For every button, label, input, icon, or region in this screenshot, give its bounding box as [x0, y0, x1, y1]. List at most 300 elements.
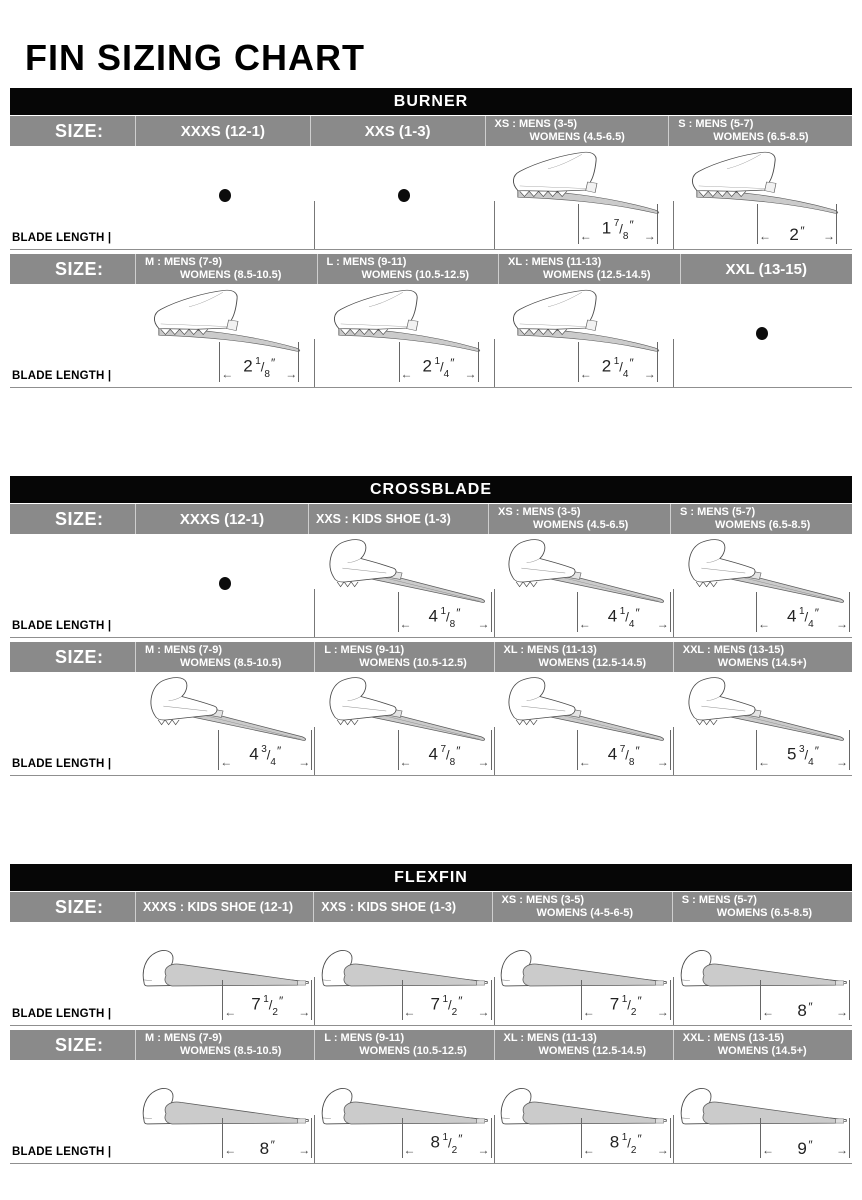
column-header-line2: WOMENS (4.5-6.5) [529, 131, 625, 143]
blade-length-whole: 4 [428, 606, 439, 626]
column-header-line2: WOMENS (8.5-10.5) [180, 657, 282, 669]
size-label-cell [10, 642, 135, 672]
blade-length-whole: 9 [797, 1139, 808, 1158]
fin-cell [494, 284, 673, 387]
dim-arrow-right-icon: → [823, 229, 835, 243]
blade-length-numerator: 1 [613, 355, 620, 367]
column-header [317, 254, 499, 284]
blade-length-dimension [757, 204, 837, 244]
column-header-line2: WOMENS (12.5-14.5) [543, 269, 651, 281]
dim-arrow-left-icon: ← [579, 229, 592, 243]
dimension-extent-line [849, 1118, 850, 1158]
fin-cell [314, 1060, 493, 1163]
column-header-line2: WOMENS (10.5-12.5) [359, 657, 467, 669]
inch-mark: ″ [276, 743, 282, 758]
column-header [494, 1030, 673, 1060]
section-title: BURNER [393, 92, 469, 110]
blade-length-value [593, 355, 643, 382]
blade-length-whole: 8 [259, 1139, 270, 1158]
fin-cell [314, 146, 493, 249]
dim-arrow-right-icon: → [836, 1143, 848, 1157]
blade-length-whole: 4 [607, 606, 618, 626]
inch-mark: ″ [814, 743, 819, 758]
fraction-slash: / [266, 747, 271, 763]
blade-length-dimension [402, 980, 492, 1020]
column-header-line2: WOMENS (8.5-10.5) [180, 269, 282, 281]
fin-row [10, 672, 852, 776]
dim-arrow-left-icon: ← [403, 1005, 416, 1019]
column-header-line2: WOMENS (10.5-12.5) [361, 269, 470, 281]
dimension-extent-line [657, 204, 658, 244]
blade-length-numerator: 1 [255, 355, 261, 367]
dim-arrow-left-icon: ← [399, 617, 412, 631]
blade-length-label: BLADE LENGTH | [12, 1008, 112, 1020]
blade-length-value [592, 605, 656, 632]
size-label: SIZE: [55, 896, 104, 917]
column-header [498, 254, 680, 284]
column-header-line2: WOMENS (6.5-8.5) [716, 907, 813, 919]
blade-length-denominator: 4 [622, 369, 629, 380]
dim-arrow-left-icon: ← [578, 617, 591, 631]
dim-arrow-left-icon: ← [762, 1143, 774, 1157]
size-label-cell [10, 504, 135, 534]
column-header [488, 504, 670, 534]
blade-length-dimension [578, 204, 658, 244]
column-header-line2: WOMENS (4-5-6-5) [536, 907, 634, 919]
blade-length-value [772, 224, 822, 244]
inch-mark: ″ [456, 605, 461, 620]
size-label-cell [10, 254, 135, 284]
blade-length-dimension [760, 980, 850, 1020]
blade-length-numerator: 3 [798, 743, 805, 755]
column-header-label: XXS : KIDS SHOE (1-3) [316, 512, 451, 526]
dimension-extent-line [491, 980, 492, 1020]
dim-arrow-right-icon: → [298, 755, 311, 769]
inch-mark: ″ [270, 355, 276, 370]
column-header [313, 892, 491, 922]
column-header-line1: XL : MENS (11-13) [503, 644, 597, 656]
fin-cell [673, 1060, 852, 1163]
dimension-extent-line [491, 592, 492, 632]
blade-length-value [234, 355, 284, 382]
dim-arrow-right-icon: → [285, 367, 298, 381]
inch-mark: ″ [808, 1138, 813, 1152]
blade-length-label: BLADE LENGTH | [12, 620, 112, 632]
dimension-extent-line [491, 730, 492, 770]
column-header [670, 504, 852, 534]
column-header-label: XXL (13-15) [725, 260, 807, 278]
dimension-extent-line [670, 592, 671, 632]
column-header [135, 504, 308, 534]
fraction-slash: / [627, 1135, 631, 1151]
blade-length-value [596, 1131, 656, 1158]
blade-length-value [413, 743, 477, 770]
dim-arrow-right-icon: → [836, 1005, 848, 1019]
column-header-line1: XL : MENS (11-13) [508, 256, 602, 268]
blade-length-numerator: 7 [440, 743, 447, 755]
blade-length-whole: 4 [787, 606, 797, 626]
dim-arrow-left-icon: ← [220, 755, 233, 769]
dimension-extent-line [478, 342, 479, 382]
column-header-line1: XS : MENS (3-5) [498, 506, 581, 518]
column-header-line2: WOMENS (14.5+) [717, 657, 807, 669]
column-header-label: XXXS (12-1) [180, 122, 265, 140]
column-header [135, 892, 313, 922]
inch-mark: ″ [637, 993, 642, 1008]
column-header-label: XXXS : KIDS SHOE (12-1) [143, 900, 294, 914]
blade-length-dimension [218, 730, 312, 770]
column-header-line1: XS : MENS (3-5) [494, 118, 578, 130]
fraction-slash: / [448, 997, 452, 1013]
blade-length-whole: 2 [601, 356, 612, 376]
size-label: SIZE: [55, 120, 104, 141]
column-header [135, 1030, 314, 1060]
column-header [485, 116, 669, 146]
column-header-line1: L : MENS (9-11) [326, 256, 407, 268]
fraction-slash: / [625, 747, 629, 763]
size-label-cell [10, 892, 135, 922]
availability-dot-icon [756, 327, 768, 340]
dimension-extent-line [311, 730, 312, 770]
blade-length-label: BLADE LENGTH | [12, 370, 112, 382]
blade-length-denominator: 2 [451, 1145, 458, 1156]
blade-length-numerator: 1 [621, 1131, 628, 1143]
section-burner [10, 88, 852, 388]
dim-arrow-left-icon: ← [399, 755, 412, 769]
blade-length-numerator: 1 [434, 355, 441, 367]
size-header-row [10, 892, 852, 922]
blade-length-denominator: 8 [449, 757, 456, 768]
inch-mark: ″ [278, 993, 284, 1008]
blade-length-denominator: 8 [264, 369, 270, 380]
fin-cell [314, 284, 493, 387]
column-header [668, 116, 852, 146]
dim-arrow-right-icon: → [656, 1143, 669, 1157]
blade-length-denominator: 8 [628, 757, 635, 768]
blade-length-value [593, 217, 643, 244]
fraction-slash: / [446, 747, 450, 763]
column-header-line1: M : MENS (7-9) [145, 1032, 222, 1044]
blade-length-value [775, 1138, 835, 1158]
blade-length-whole: 8 [797, 1001, 808, 1020]
blade-length-dimension [398, 730, 492, 770]
inch-mark: ″ [458, 993, 463, 1008]
fin-cell [673, 284, 852, 387]
dim-arrow-left-icon: ← [224, 1005, 237, 1019]
blade-length-label: BLADE LENGTH | [12, 232, 112, 244]
section-flexfin [10, 864, 852, 1164]
blade-length-dimension [219, 342, 299, 382]
blade-length-whole: 4 [249, 744, 260, 764]
blade-length-dimension [760, 1118, 850, 1158]
blade-length-dimension [222, 980, 312, 1020]
inch-mark: ″ [808, 1000, 813, 1014]
blade-length-value [417, 993, 477, 1020]
availability-dot-icon [219, 577, 231, 590]
column-header-line1: XL : MENS (11-13) [503, 1032, 597, 1044]
fin-row [10, 1060, 852, 1164]
blade-length-value [596, 993, 656, 1020]
column-header-line2: WOMENS (8.5-10.5) [180, 1045, 282, 1057]
fin-cell [135, 534, 314, 637]
blade-length-dimension [756, 592, 850, 632]
fraction-slash: / [804, 609, 809, 625]
column-header-line2: WOMENS (10.5-12.5) [359, 1045, 467, 1057]
fraction-slash: / [440, 359, 444, 375]
fin-cell [494, 534, 673, 637]
availability-dot-icon [219, 189, 231, 202]
blade-length-numerator: 7 [619, 743, 626, 755]
blade-length-whole: 5 [787, 744, 797, 764]
blade-length-numerator: 1 [263, 993, 269, 1005]
fraction-slash: / [619, 221, 623, 237]
blade-length-whole: 2 [243, 356, 254, 376]
blade-length-whole: 8 [430, 1132, 441, 1152]
blade-length-whole: 7 [609, 994, 620, 1014]
dimension-extent-line [670, 1118, 671, 1158]
dim-arrow-left-icon: ← [582, 1005, 595, 1019]
fin-cell [494, 922, 673, 1025]
dimension-extent-line [657, 342, 658, 382]
blade-length-whole: 4 [607, 744, 618, 764]
column-header [135, 254, 317, 284]
fraction-slash: / [268, 997, 273, 1013]
blade-length-numerator: 3 [261, 743, 267, 755]
fin-row [10, 534, 852, 638]
size-header-row [10, 642, 852, 672]
fraction-slash: / [625, 609, 629, 625]
blade-length-numerator: 1 [798, 605, 805, 617]
size-label: SIZE: [55, 646, 104, 667]
dim-arrow-left-icon: ← [224, 1143, 237, 1157]
fin-cell [673, 534, 852, 637]
blade-length-denominator: 4 [808, 619, 814, 630]
inch-mark: ″ [800, 224, 805, 238]
dimension-extent-line [836, 204, 837, 244]
blade-length-numerator: 1 [442, 1131, 449, 1143]
size-label: SIZE: [55, 1034, 104, 1055]
column-header-line2: WOMENS (6.5-8.5) [715, 519, 811, 531]
dimension-extent-line [849, 980, 850, 1020]
section-title-bar [10, 88, 852, 116]
size-header-row [10, 1030, 852, 1060]
blade-length-dimension [581, 1118, 671, 1158]
size-header-row [10, 116, 852, 146]
column-header-label: XXS : KIDS SHOE (1-3) [321, 900, 456, 914]
column-header-line1: M : MENS (7-9) [145, 644, 222, 656]
fin-cell [673, 146, 852, 249]
fin-cell [135, 922, 314, 1025]
dim-arrow-right-icon: → [477, 755, 490, 769]
dim-arrow-right-icon: → [477, 617, 490, 631]
dimension-extent-line [670, 980, 671, 1020]
column-header [310, 116, 485, 146]
dimension-extent-line [849, 592, 850, 632]
blade-length-value [237, 1138, 297, 1158]
blade-length-value [771, 605, 835, 632]
column-header-line2: WOMENS (12.5-14.5) [538, 657, 647, 669]
availability-dot-icon [398, 189, 410, 202]
blade-length-dimension [402, 1118, 492, 1158]
blade-length-value [771, 743, 835, 770]
blade-length-denominator: 4 [443, 369, 450, 380]
column-header [314, 642, 493, 672]
blade-length-denominator: 2 [630, 1145, 637, 1156]
column-header-line1: XS : MENS (3-5) [501, 894, 585, 906]
column-header-line2: WOMENS (12.5-14.5) [538, 1045, 647, 1057]
blade-length-whole: 4 [428, 744, 439, 764]
section-crossblade [10, 476, 852, 776]
dim-arrow-right-icon: → [656, 617, 669, 631]
fraction-slash: / [260, 359, 265, 375]
blade-length-dimension [222, 1118, 312, 1158]
column-header [308, 504, 488, 534]
inch-mark: ″ [635, 605, 640, 620]
fraction-slash: / [448, 1135, 452, 1151]
dim-arrow-left-icon: ← [221, 367, 234, 381]
fraction-slash: / [446, 609, 450, 625]
blade-length-label: BLADE LENGTH | [12, 758, 112, 770]
blade-length-whole: 2 [789, 225, 800, 244]
inch-mark: ″ [635, 743, 640, 758]
dim-arrow-left-icon: ← [403, 1143, 416, 1157]
column-header-line2: WOMENS (6.5-8.5) [713, 131, 809, 143]
blade-length-value [233, 743, 297, 770]
fraction-slash: / [627, 997, 631, 1013]
dimension-extent-line [311, 1118, 312, 1158]
dim-arrow-left-icon: ← [578, 755, 591, 769]
dim-arrow-right-icon: → [298, 1143, 311, 1157]
size-label: SIZE: [55, 258, 104, 279]
fin-cell [135, 672, 314, 775]
inch-mark: ″ [629, 355, 634, 370]
dim-arrow-right-icon: → [656, 1005, 669, 1019]
column-header-line1: XXL : MENS (13-15) [682, 1032, 785, 1044]
fin-cell [135, 146, 314, 249]
blade-length-whole: 8 [609, 1132, 620, 1152]
dimension-extent-line [491, 1118, 492, 1158]
blade-length-denominator: 2 [451, 1007, 458, 1018]
column-header [673, 642, 852, 672]
column-header [314, 1030, 493, 1060]
fin-cell [494, 1060, 673, 1163]
column-header-line1: M : MENS (7-9) [145, 256, 222, 268]
blade-length-dimension [577, 730, 671, 770]
column-header-line1: S : MENS (5-7) [678, 118, 754, 130]
blade-length-whole: 7 [251, 994, 262, 1014]
column-header [135, 116, 310, 146]
blade-length-denominator: 4 [808, 757, 814, 768]
fin-cell [314, 922, 493, 1025]
dimension-extent-line [670, 730, 671, 770]
blade-length-value [413, 605, 477, 632]
dim-arrow-right-icon: → [298, 1005, 311, 1019]
fin-cell [673, 672, 852, 775]
inch-mark: ″ [450, 355, 455, 370]
blade-length-dimension [399, 342, 479, 382]
fin-cell [494, 672, 673, 775]
blade-length-value [237, 993, 297, 1020]
blade-length-whole: 2 [422, 356, 433, 376]
dim-arrow-right-icon: → [643, 229, 656, 243]
column-header-line1: L : MENS (9-11) [324, 1032, 405, 1044]
dim-arrow-right-icon: → [464, 367, 477, 381]
blade-length-dimension [581, 980, 671, 1020]
blade-length-numerator: 1 [440, 605, 447, 617]
section-title: FLEXFIN [394, 868, 468, 886]
fin-cell [314, 672, 493, 775]
inch-mark: ″ [456, 743, 461, 758]
blade-length-denominator: 2 [630, 1007, 637, 1018]
blade-length-denominator: 4 [628, 619, 635, 630]
column-header-line1: S : MENS (5-7) [681, 894, 757, 906]
dim-arrow-right-icon: → [477, 1143, 490, 1157]
blade-length-numerator: 1 [621, 993, 628, 1005]
fin-cell [673, 922, 852, 1025]
dim-arrow-right-icon: → [656, 755, 669, 769]
blade-length-numerator: 7 [613, 217, 620, 229]
column-header-line2: WOMENS (14.5+) [717, 1045, 807, 1057]
column-header-line1: S : MENS (5-7) [680, 506, 756, 518]
size-label-cell [10, 1030, 135, 1060]
column-header [135, 642, 314, 672]
blade-length-value [775, 1000, 835, 1020]
dim-arrow-right-icon: → [643, 367, 656, 381]
column-header [492, 892, 672, 922]
column-header-line1: XXL : MENS (13-15) [682, 644, 785, 656]
dim-arrow-right-icon: → [477, 1005, 490, 1019]
blade-length-numerator: 1 [442, 993, 449, 1005]
column-header [494, 642, 673, 672]
fraction-slash: / [804, 747, 809, 763]
blade-length-dimension [578, 342, 658, 382]
size-header-row [10, 254, 852, 284]
dimension-extent-line [311, 980, 312, 1020]
dim-arrow-left-icon: ← [758, 617, 770, 631]
blade-length-numerator: 1 [619, 605, 626, 617]
inch-mark: ″ [637, 1131, 642, 1146]
size-label: SIZE: [55, 508, 104, 529]
fin-cell [135, 284, 314, 387]
fin-cell [314, 534, 493, 637]
column-header [672, 892, 852, 922]
dim-arrow-left-icon: ← [582, 1143, 595, 1157]
inch-mark: ″ [270, 1138, 275, 1152]
size-header-row [10, 504, 852, 534]
blade-length-denominator: 2 [272, 1007, 278, 1018]
section-title-bar [10, 476, 852, 504]
blade-length-denominator: 8 [449, 619, 456, 630]
blade-length-dimension [398, 592, 492, 632]
inch-mark: ″ [629, 217, 634, 232]
fraction-slash: / [619, 359, 623, 375]
column-header-label: XXXS (12-1) [179, 510, 265, 528]
dim-arrow-left-icon: ← [579, 367, 592, 381]
blade-length-whole: 7 [430, 994, 441, 1014]
page-title: FIN SIZING CHART [25, 37, 365, 78]
dim-arrow-right-icon: → [836, 755, 848, 769]
column-header-line1: L : MENS (9-11) [324, 644, 405, 656]
blade-length-value [417, 1131, 477, 1158]
dim-arrow-left-icon: ← [758, 755, 770, 769]
inch-mark: ″ [458, 1131, 463, 1146]
fin-cell [135, 1060, 314, 1163]
section-title: CROSSBLADE [369, 480, 492, 498]
blade-length-denominator: 8 [622, 231, 629, 242]
inch-mark: ″ [814, 605, 819, 620]
blade-length-denominator: 4 [270, 757, 276, 768]
blade-length-label: BLADE LENGTH | [12, 1146, 112, 1158]
